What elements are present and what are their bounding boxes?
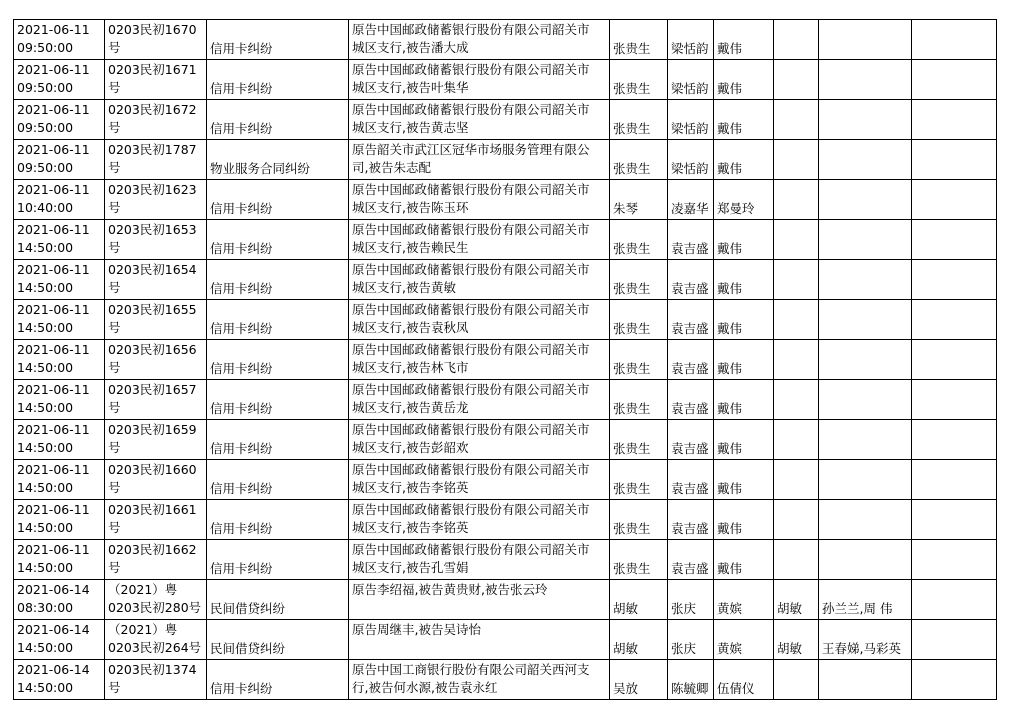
attendees-cell xyxy=(819,180,912,220)
participant-cell xyxy=(774,540,819,580)
panel-member-cell: 黄嫔 xyxy=(714,620,774,660)
case-number-cell: 0203民初1656 号 xyxy=(105,340,207,380)
judge-cell: 吴放 xyxy=(610,660,668,700)
remarks-cell xyxy=(912,420,997,460)
participant-cell xyxy=(774,180,819,220)
table-row xyxy=(14,220,997,260)
table-row xyxy=(14,380,997,420)
parties-cell: 原告中国邮政储蓄银行股份有限公司韶关市 城区支行,被告黄岳龙 xyxy=(349,380,610,420)
judge-cell: 张贵生 xyxy=(610,340,668,380)
case-number-cell: 0203民初1671 号 xyxy=(105,60,207,100)
table-row xyxy=(14,460,997,500)
hearing-time-cell: 2021-06-11 14:50:00 xyxy=(14,540,105,580)
clerk-cell: 梁恬韵 xyxy=(668,60,714,100)
panel-member-cell: 戴伟 xyxy=(714,220,774,260)
hearing-time-cell: 2021-06-11 14:50:00 xyxy=(14,220,105,260)
remarks-cell xyxy=(912,500,997,540)
hearing-time-cell: 2021-06-11 14:50:00 xyxy=(14,260,105,300)
case-number-cell: （2021）粤 0203民初280号 xyxy=(105,580,207,620)
attendees-cell xyxy=(819,460,912,500)
remarks-cell xyxy=(912,620,997,660)
panel-member-cell: 戴伟 xyxy=(714,420,774,460)
attendees-cell xyxy=(819,660,912,700)
case-cause-cell: 民间借贷纠纷 xyxy=(207,580,349,620)
hearing-time-cell: 2021-06-11 14:50:00 xyxy=(14,380,105,420)
case-number-cell: 0203民初1787 号 xyxy=(105,140,207,180)
clerk-cell: 梁恬韵 xyxy=(668,100,714,140)
remarks-cell xyxy=(912,340,997,380)
hearing-time-cell: 2021-06-11 14:50:00 xyxy=(14,500,105,540)
remarks-cell xyxy=(912,220,997,260)
attendees-cell xyxy=(819,340,912,380)
parties-cell: 原告李绍福,被告黄贵财,被告张云玲 xyxy=(349,580,610,620)
judge-cell: 张贵生 xyxy=(610,260,668,300)
clerk-cell: 袁吉盛 xyxy=(668,380,714,420)
clerk-cell: 梁恬韵 xyxy=(668,140,714,180)
case-cause-cell: 信用卡纠纷 xyxy=(207,60,349,100)
case-number-cell: 0203民初1661 号 xyxy=(105,500,207,540)
clerk-cell: 袁吉盛 xyxy=(668,420,714,460)
judge-cell: 朱琴 xyxy=(610,180,668,220)
participant-cell xyxy=(774,20,819,60)
case-number-cell: 0203民初1670 号 xyxy=(105,20,207,60)
parties-cell: 原告中国邮政储蓄银行股份有限公司韶关市 城区支行,被告黄敏 xyxy=(349,260,610,300)
hearing-time-cell: 2021-06-11 09:50:00 xyxy=(14,140,105,180)
judge-cell: 张贵生 xyxy=(610,100,668,140)
judge-cell: 张贵生 xyxy=(610,60,668,100)
case-cause-cell: 信用卡纠纷 xyxy=(207,220,349,260)
participant-cell xyxy=(774,500,819,540)
table-row xyxy=(14,60,997,100)
case-number-cell: （2021）粤 0203民初264号 xyxy=(105,620,207,660)
attendees-cell xyxy=(819,380,912,420)
remarks-cell xyxy=(912,300,997,340)
panel-member-cell: 戴伟 xyxy=(714,380,774,420)
participant-cell xyxy=(774,60,819,100)
participant-cell: 胡敏 xyxy=(774,620,819,660)
parties-cell: 原告中国邮政储蓄银行股份有限公司韶关市 城区支行,被告袁秋凤 xyxy=(349,300,610,340)
clerk-cell: 张庆 xyxy=(668,580,714,620)
judge-cell: 张贵生 xyxy=(610,540,668,580)
parties-cell: 原告中国邮政储蓄银行股份有限公司韶关市 城区支行,被告李铭英 xyxy=(349,500,610,540)
attendees-cell xyxy=(819,20,912,60)
attendees-cell: 王春娣,马彩英 xyxy=(819,620,912,660)
clerk-cell: 张庆 xyxy=(668,620,714,660)
table-row xyxy=(14,300,997,340)
table-row xyxy=(14,580,997,620)
judge-cell: 胡敏 xyxy=(610,620,668,660)
case-cause-cell: 信用卡纠纷 xyxy=(207,660,349,700)
table-row xyxy=(14,20,997,60)
case-number-cell: 0203民初1657 号 xyxy=(105,380,207,420)
parties-cell: 原告中国邮政储蓄银行股份有限公司韶关市 城区支行,被告陈玉环 xyxy=(349,180,610,220)
clerk-cell: 陈毓卿 xyxy=(668,660,714,700)
participant-cell: 胡敏 xyxy=(774,580,819,620)
remarks-cell xyxy=(912,100,997,140)
attendees-cell xyxy=(819,140,912,180)
remarks-cell xyxy=(912,540,997,580)
judge-cell: 张贵生 xyxy=(610,420,668,460)
case-cause-cell: 信用卡纠纷 xyxy=(207,300,349,340)
attendees-cell xyxy=(819,220,912,260)
panel-member-cell: 戴伟 xyxy=(714,60,774,100)
clerk-cell: 袁吉盛 xyxy=(668,340,714,380)
parties-cell: 原告韶关市武江区冠华市场服务管理有限公 司,被告朱志配 xyxy=(349,140,610,180)
case-cause-cell: 信用卡纠纷 xyxy=(207,340,349,380)
hearing-time-cell: 2021-06-14 14:50:00 xyxy=(14,660,105,700)
table-row xyxy=(14,420,997,460)
parties-cell: 原告中国邮政储蓄银行股份有限公司韶关市 城区支行,被告潘大成 xyxy=(349,20,610,60)
table-row xyxy=(14,260,997,300)
hearing-time-cell: 2021-06-11 09:50:00 xyxy=(14,100,105,140)
parties-cell: 原告中国邮政储蓄银行股份有限公司韶关市 城区支行,被告赖民生 xyxy=(349,220,610,260)
judge-cell: 胡敏 xyxy=(610,580,668,620)
participant-cell xyxy=(774,460,819,500)
participant-cell xyxy=(774,220,819,260)
remarks-cell xyxy=(912,20,997,60)
case-number-cell: 0203民初1659 号 xyxy=(105,420,207,460)
clerk-cell: 袁吉盛 xyxy=(668,260,714,300)
clerk-cell: 袁吉盛 xyxy=(668,540,714,580)
case-number-cell: 0203民初1662 号 xyxy=(105,540,207,580)
clerk-cell: 袁吉盛 xyxy=(668,460,714,500)
case-number-cell: 0203民初1623 号 xyxy=(105,180,207,220)
remarks-cell xyxy=(912,260,997,300)
parties-cell: 原告中国工商银行股份有限公司韶关西河支 行,被告何水源,被告袁永红 xyxy=(349,660,610,700)
attendees-cell xyxy=(819,420,912,460)
case-cause-cell: 物业服务合同纠纷 xyxy=(207,140,349,180)
panel-member-cell: 戴伟 xyxy=(714,540,774,580)
parties-cell: 原告中国邮政储蓄银行股份有限公司韶关市 城区支行,被告叶集华 xyxy=(349,60,610,100)
case-number-cell: 0203民初1672 号 xyxy=(105,100,207,140)
judge-cell: 张贵生 xyxy=(610,460,668,500)
attendees-cell xyxy=(819,540,912,580)
hearing-time-cell: 2021-06-11 14:50:00 xyxy=(14,340,105,380)
attendees-cell xyxy=(819,500,912,540)
table-row xyxy=(14,140,997,180)
participant-cell xyxy=(774,420,819,460)
parties-cell: 原告中国邮政储蓄银行股份有限公司韶关市 城区支行,被告黄志坚 xyxy=(349,100,610,140)
case-cause-cell: 信用卡纠纷 xyxy=(207,180,349,220)
hearing-time-cell: 2021-06-11 09:50:00 xyxy=(14,60,105,100)
judge-cell: 张贵生 xyxy=(610,140,668,180)
hearing-time-cell: 2021-06-11 10:40:00 xyxy=(14,180,105,220)
participant-cell xyxy=(774,100,819,140)
judge-cell: 张贵生 xyxy=(610,220,668,260)
parties-cell: 原告中国邮政储蓄银行股份有限公司韶关市 城区支行,被告彭韶欢 xyxy=(349,420,610,460)
case-cause-cell: 信用卡纠纷 xyxy=(207,380,349,420)
participant-cell xyxy=(774,660,819,700)
table-row xyxy=(14,540,997,580)
clerk-cell: 凌嘉华 xyxy=(668,180,714,220)
judge-cell: 张贵生 xyxy=(610,20,668,60)
judge-cell: 张贵生 xyxy=(610,380,668,420)
participant-cell xyxy=(774,260,819,300)
attendees-cell xyxy=(819,60,912,100)
participant-cell xyxy=(774,340,819,380)
attendees-cell: 孙兰兰,周 伟 xyxy=(819,580,912,620)
case-number-cell: 0203民初1660 号 xyxy=(105,460,207,500)
attendees-cell xyxy=(819,260,912,300)
hearing-schedule-table xyxy=(13,19,997,700)
remarks-cell xyxy=(912,60,997,100)
panel-member-cell: 戴伟 xyxy=(714,500,774,540)
table-row xyxy=(14,340,997,380)
case-cause-cell: 信用卡纠纷 xyxy=(207,20,349,60)
table-row xyxy=(14,620,997,660)
case-number-cell: 0203民初1654 号 xyxy=(105,260,207,300)
parties-cell: 原告中国邮政储蓄银行股份有限公司韶关市 城区支行,被告林飞市 xyxy=(349,340,610,380)
case-cause-cell: 信用卡纠纷 xyxy=(207,540,349,580)
case-cause-cell: 信用卡纠纷 xyxy=(207,420,349,460)
participant-cell xyxy=(774,380,819,420)
case-cause-cell: 信用卡纠纷 xyxy=(207,100,349,140)
hearing-time-cell: 2021-06-11 14:50:00 xyxy=(14,420,105,460)
case-cause-cell: 民间借贷纠纷 xyxy=(207,620,349,660)
case-number-cell: 0203民初1374 号 xyxy=(105,660,207,700)
judge-cell: 张贵生 xyxy=(610,500,668,540)
remarks-cell xyxy=(912,380,997,420)
parties-cell: 原告周继丰,被告吴诗怡 xyxy=(349,620,610,660)
participant-cell xyxy=(774,140,819,180)
clerk-cell: 袁吉盛 xyxy=(668,300,714,340)
hearing-time-cell: 2021-06-11 09:50:00 xyxy=(14,20,105,60)
table-row xyxy=(14,660,997,700)
panel-member-cell: 戴伟 xyxy=(714,20,774,60)
panel-member-cell: 戴伟 xyxy=(714,460,774,500)
clerk-cell: 梁恬韵 xyxy=(668,20,714,60)
panel-member-cell: 戴伟 xyxy=(714,140,774,180)
remarks-cell xyxy=(912,140,997,180)
parties-cell: 原告中国邮政储蓄银行股份有限公司韶关市 城区支行,被告孔雪娟 xyxy=(349,540,610,580)
remarks-cell xyxy=(912,580,997,620)
case-cause-cell: 信用卡纠纷 xyxy=(207,500,349,540)
judge-cell: 张贵生 xyxy=(610,300,668,340)
panel-member-cell: 戴伟 xyxy=(714,100,774,140)
remarks-cell xyxy=(912,460,997,500)
participant-cell xyxy=(774,300,819,340)
clerk-cell: 袁吉盛 xyxy=(668,500,714,540)
panel-member-cell: 郑曼玲 xyxy=(714,180,774,220)
table-row xyxy=(14,100,997,140)
case-cause-cell: 信用卡纠纷 xyxy=(207,260,349,300)
panel-member-cell: 伍倩仪 xyxy=(714,660,774,700)
hearing-time-cell: 2021-06-14 08:30:00 xyxy=(14,580,105,620)
table-body xyxy=(14,20,997,700)
panel-member-cell: 戴伟 xyxy=(714,340,774,380)
case-number-cell: 0203民初1653 号 xyxy=(105,220,207,260)
case-number-cell: 0203民初1655 号 xyxy=(105,300,207,340)
hearing-time-cell: 2021-06-14 14:50:00 xyxy=(14,620,105,660)
panel-member-cell: 黄嫔 xyxy=(714,580,774,620)
panel-member-cell: 戴伟 xyxy=(714,260,774,300)
parties-cell: 原告中国邮政储蓄银行股份有限公司韶关市 城区支行,被告李铭英 xyxy=(349,460,610,500)
panel-member-cell: 戴伟 xyxy=(714,300,774,340)
hearing-time-cell: 2021-06-11 14:50:00 xyxy=(14,300,105,340)
hearing-time-cell: 2021-06-11 14:50:00 xyxy=(14,460,105,500)
attendees-cell xyxy=(819,100,912,140)
case-cause-cell: 信用卡纠纷 xyxy=(207,460,349,500)
clerk-cell: 袁吉盛 xyxy=(668,220,714,260)
attendees-cell xyxy=(819,300,912,340)
remarks-cell xyxy=(912,180,997,220)
table-row xyxy=(14,500,997,540)
remarks-cell xyxy=(912,660,997,700)
table-row xyxy=(14,180,997,220)
